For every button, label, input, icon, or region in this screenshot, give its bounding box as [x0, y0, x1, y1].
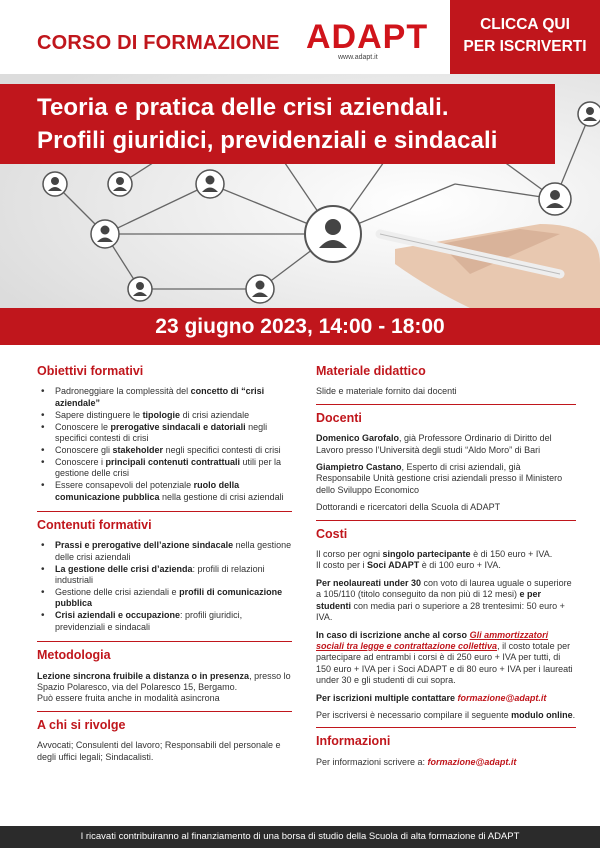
informazioni-text: Per informazioni scrivere a: formazione@adapt.it	[316, 756, 517, 767]
docente-2: Giampietro Castano, Esperto di crisi aziendali, già Responsabile Unità gestione crisi aziendali presso il Ministero dello Sviluppo Economico	[316, 462, 563, 495]
contenuti-item: • La gestione delle crisi d’azienda: profili di relazioni industriali	[37, 564, 292, 587]
docenti-heading: Docenti	[316, 410, 362, 425]
obiettivi-item: • Conoscere i principali contenuti contrattuali utili per la gestione delle crisi	[37, 457, 292, 480]
title-band	[0, 84, 555, 164]
obiettivi-heading: Obiettivi formativi	[37, 364, 144, 378]
hero-image	[0, 74, 600, 308]
materiale-heading: Materiale didattico	[316, 364, 426, 378]
obiettivi-item: • Conoscere le prerogative sindacali e datoriali negli specifici contesti di crisi	[37, 422, 292, 445]
register-button-line2: PER ISCRIVERTI	[463, 38, 587, 55]
obiettivi-item: • Essere consapevoli del potenziale ruolo della comunicazione pubblica nella gestione di crisi aziendali	[37, 480, 292, 503]
register-button[interactable]	[450, 0, 600, 74]
divider	[316, 727, 576, 728]
chi-heading: A chi si rivolge	[37, 717, 126, 732]
course-name-line2: Profili giuridici, previdenziali e sindacali	[37, 127, 498, 154]
divider	[37, 711, 292, 712]
info-email-link[interactable]: formazione@adapt.it	[427, 756, 517, 767]
metodologia-heading: Metodologia	[37, 648, 111, 663]
course-name-line1: Teoria e pratica delle crisi aziendali.	[37, 94, 449, 121]
costi-combo: In caso di iscrizione anche al corso Gli ammortizzatori sociali tra legge e contrattazione collettiva, il costo totale per partecipare ad entrambi i corsi è di 250 euro + IVA per tutti, di 150 euro + IVA per i Soci ADAPT e di 80 euro + IVA per i laureati under 30 e gli studenti di cui sopra.	[316, 629, 573, 686]
docente-3: Dottorandi e ricercatori della Scuola di ADAPT	[316, 502, 501, 513]
informazioni-heading: Informazioni	[316, 734, 391, 749]
costi-base: Il corso per ogni singolo partecipante è di 150 euro + IVA. Il costo per i Soci ADAPT è di 100 euro + IVA.	[316, 549, 553, 571]
date-banner: 23 giugno 2023, 14:00 - 18:00	[0, 308, 600, 345]
divider	[316, 404, 576, 405]
right-column	[316, 366, 576, 774]
contenuti-item: • Crisi aziendali e occupazione: profili giuridici, previdenziali e sindacali	[37, 610, 292, 633]
divider	[316, 520, 576, 521]
contenuti-list	[37, 540, 292, 633]
costi-modulo: Per iscriversi è necessario compilare il seguente modulo online.	[316, 709, 576, 720]
costi-under30: Per neolaureati under 30 con voto di laurea uguale o superiore a 105/110 (titolo conseguito da non più di 12 mesi) e per studenti con media pari o superiore a 28 trentesimi: 50 euro + IVA.	[316, 577, 572, 623]
contenuti-heading: Contenuti formativi	[37, 517, 152, 532]
obiettivi-list	[37, 386, 292, 503]
costi-heading: Costi	[316, 526, 348, 541]
costi-multiple: Per iscrizioni multiple contattare formazione@adapt.it	[316, 692, 547, 703]
footer-note: I ricavati contribuiranno al finanziamento di una borsa di studio della Scuola di alta formazione di ADAPT	[0, 826, 600, 848]
register-button-line1: CLICCA QUI	[480, 16, 570, 33]
header	[0, 0, 600, 75]
divider	[37, 641, 292, 642]
modulo-online-link[interactable]: modulo online	[511, 709, 573, 720]
corso-ammortizzatori-link[interactable]: Gli ammortizzatori sociali tra legge e contrattazione collettiva	[316, 629, 549, 651]
chi-text: Avvocati; Consulenti del lavoro; Responsabili del personale e degli uffici legali; Sindacalisti.	[37, 740, 281, 762]
adapt-logo[interactable]	[306, 18, 429, 70]
logo-url: www.adapt.it	[338, 54, 378, 61]
materiale-text: Slide e materiale fornito dai docenti	[316, 386, 457, 397]
obiettivi-item: • Sapere distinguere le tipologie di crisi aziendale	[37, 410, 292, 421]
contenuti-item: • Gestione delle crisi aziendali e profili di comunicazione pubblica	[37, 587, 292, 610]
metodologia-text: Lezione sincrona fruibile a distanza o in presenza, presso lo Spazio Polaresco, via del Polaresco 15, Bergamo. Può essere fruita anche in modalità asincrona	[37, 670, 291, 704]
contenuti-item: • Prassi e prerogative dell’azione sindacale nella gestione delle crisi aziendali	[37, 540, 292, 563]
left-column	[37, 366, 292, 769]
obiettivi-item: • Conoscere gli stakeholder negli specifici contesti di crisi	[37, 445, 292, 456]
divider	[37, 511, 292, 512]
obiettivi-item: • Padroneggiare la complessità del concetto di “crisi aziendale”	[37, 386, 292, 409]
logo-text: ADAPT	[306, 18, 429, 56]
course-title: CORSO DI FORMAZIONE	[37, 32, 280, 54]
email-link[interactable]: formazione@adapt.it	[457, 692, 547, 703]
docente-1: Domenico Garofalo, già Professore Ordinario di Diritto del Lavoro presso l’Università degli studi “Aldo Moro” di Bari	[316, 433, 552, 455]
